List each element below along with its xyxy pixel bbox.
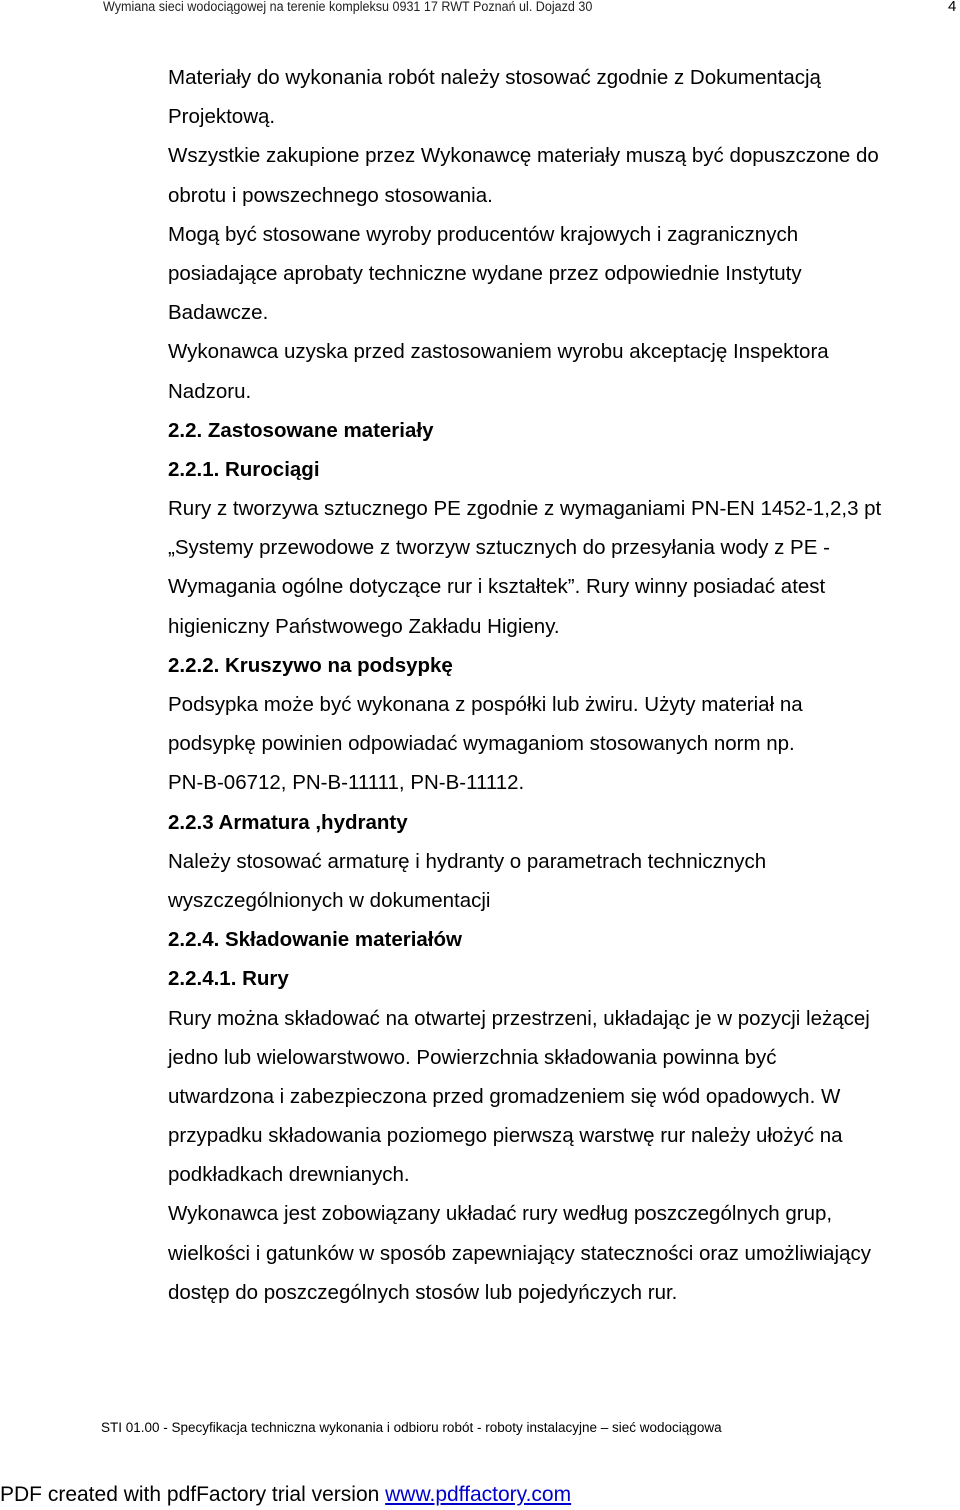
body-text-line: Rury można składować na otwartej przestrzeni, układając je w pozycji leżącej [168, 1006, 870, 1030]
pdffactory-link[interactable]: www.pdffactory.com [385, 1483, 572, 1506]
body-text-line: Nadzoru. [168, 379, 252, 403]
body-text-line: wielkości i gatunków w sposób zapewniający stateczności oraz umożliwiający [168, 1241, 872, 1265]
body-text-line: wyszczególnionych w dokumentacji [168, 888, 491, 912]
body-text-line: przypadku składowania poziomego pierwszą warstwę rur należy ułożyć na [168, 1124, 843, 1148]
running-header: Wymiana sieci wodociągowej na terenie kompleksu 0931 17 RWT Poznań ul. Dojazd 30 [103, 0, 593, 14]
body-text-line: higieniczny Państwowego Zakładu Higieny. [168, 614, 560, 638]
body-text-line: Wymagania ogólne dotyczące rur i kształtek”. Rury winny posiadać atest [168, 575, 826, 599]
body-text-line: Wykonawca jest zobowiązany układać rury według poszczególnych grup, [168, 1202, 833, 1226]
body-text-line: Rury z tworzywa sztucznego PE zgodnie z wymaganiami PN-EN 1452-1,2,3 pt [168, 497, 882, 521]
section-heading: 2.2.4. Składowanie materiałów [168, 928, 462, 952]
document-body [168, 58, 960, 1312]
body-text-line: Mogą być stosowane wyroby producentów krajowych i zagranicznych [168, 222, 799, 246]
body-text-line: posiadające aprobaty techniczne wydane przez odpowiednie Instytuty [168, 261, 802, 285]
section-heading: 2.2.2. Kruszywo na podsypkę [168, 653, 453, 677]
body-text-line: „Systemy przewodowe z tworzyw sztucznych do przesyłania wody z PE - [168, 536, 830, 560]
body-text-line: Wykonawca uzyska przed zastosowaniem wyrobu akceptację Inspektora [168, 340, 829, 364]
section-heading: 2.2. Zastosowane materiały [168, 418, 434, 442]
body-text-line: Badawcze. [168, 301, 269, 325]
body-text-line: Materiały do wykonania robót należy stosować zgodnie z Dokumentacją [168, 66, 821, 89]
body-text-line: podsypkę powinien odpowiadać wymaganiom stosowanych norm np. [168, 732, 795, 756]
pdf-banner-text: PDF created with pdfFactory trial version [0, 1483, 386, 1506]
body-text-line: obrotu i powszechnego stosowania. [168, 183, 493, 207]
page-number: 4 [948, 0, 957, 15]
body-text-line: Należy stosować armaturę i hydranty o parametrach technicznych [168, 849, 767, 873]
body-text-line: Wszystkie zakupione przez Wykonawcę materiały muszą być dopuszczone do [168, 144, 879, 168]
body-text-line: podkładkach drewnianych. [168, 1163, 410, 1187]
body-text-line: Projektową. [168, 105, 276, 129]
running-footer: STI 01.00 - Specyfikacja techniczna wykonania i odbioru robót - roboty instalacyjne – sieć wodociągowa [101, 1420, 722, 1435]
body-text-line: Podsypka może być wykonana z pospółki lub żwiru. Użyty materiał na [168, 693, 803, 716]
section-heading: 2.2.1. Rurociągi [168, 457, 320, 481]
body-text-line: PN-B-06712, PN-B-11111, PN-B-11112. [168, 771, 525, 795]
body-text-line: jedno lub wielowarstwowo. Powierzchnia składowania powinna być [168, 1045, 777, 1069]
pdf-creator-banner [0, 1480, 571, 1510]
section-heading: 2.2.4.1. Rury [168, 967, 289, 991]
body-text-line: utwardzona i zabezpieczona przed gromadzeniem się wód opadowych. W [168, 1084, 841, 1108]
body-text-line: dostęp do poszczególnych stosów lub pojedyńczych rur. [168, 1280, 678, 1304]
section-heading: 2.2.3 Armatura ,hydranty [168, 810, 408, 834]
